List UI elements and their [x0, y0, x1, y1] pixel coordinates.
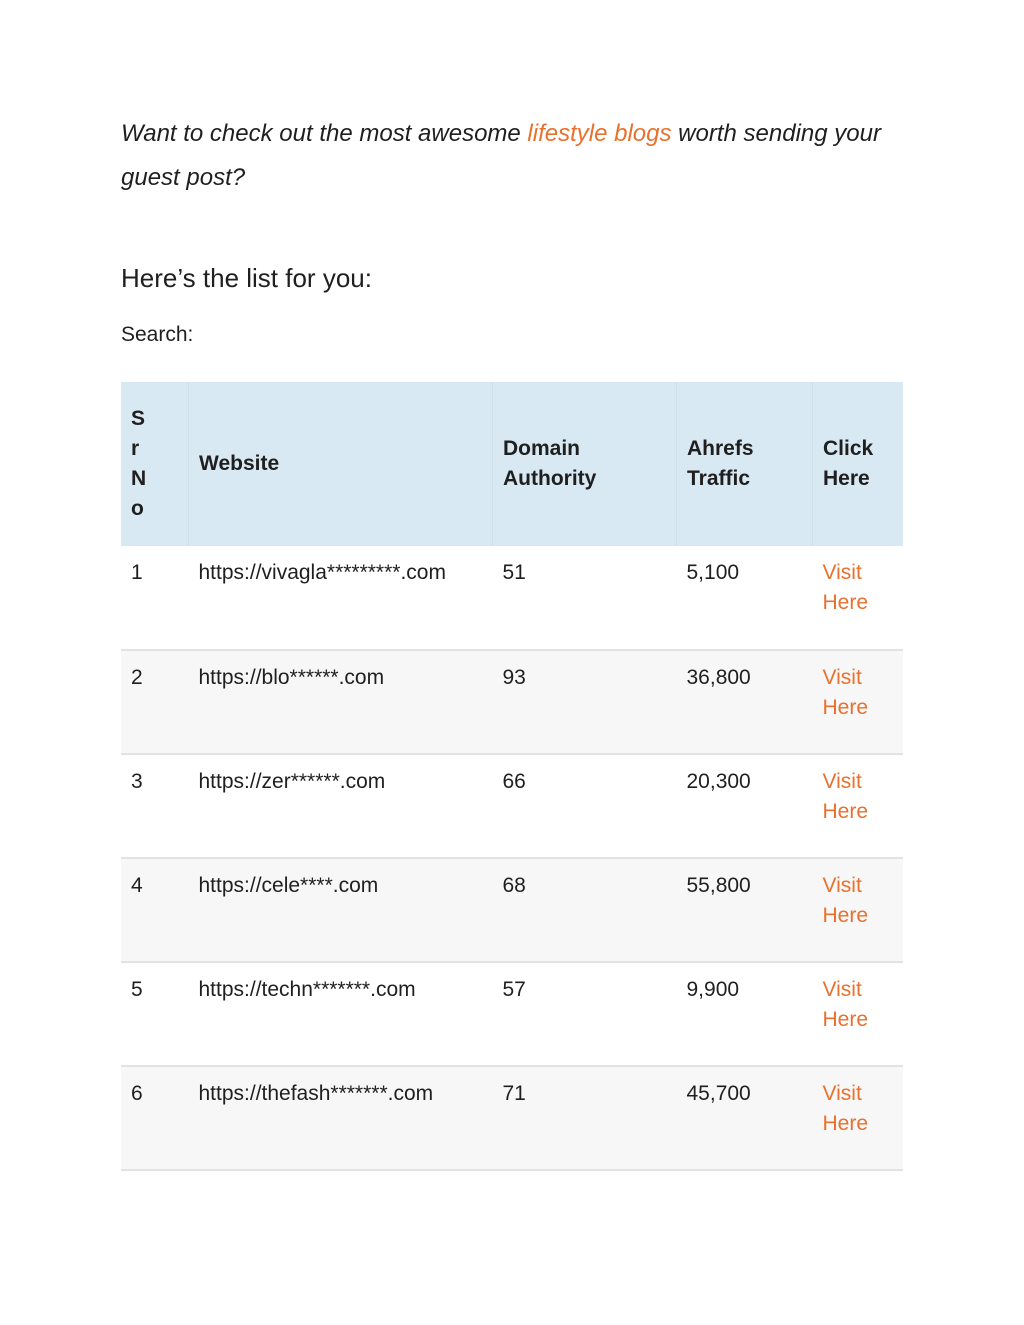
visit-here-label[interactable]: Visit Here — [822, 770, 869, 823]
blog-list-table — [121, 382, 903, 1171]
cell-sr-no: 4 — [131, 874, 143, 897]
cell-website: https://thefash*******.com — [198, 1082, 434, 1105]
visit-here-label[interactable]: Visit Here — [822, 874, 869, 927]
cell-ahrefs-traffic: 36,800 — [686, 666, 751, 689]
visit-here-link[interactable] — [813, 1066, 904, 1170]
table-header-row — [121, 382, 903, 546]
cell-ahrefs-traffic: 9,900 — [686, 978, 740, 1001]
cell-ahrefs-traffic: 20,300 — [686, 770, 751, 793]
cell-domain-authority: 68 — [502, 874, 526, 897]
table-row — [121, 962, 903, 1066]
table-row — [121, 754, 903, 858]
header-click-here[interactable]: Click Here — [823, 437, 874, 490]
cell-sr-no: 6 — [131, 1082, 143, 1105]
cell-ahrefs-traffic: 5,100 — [686, 561, 740, 584]
cell-sr-no: 2 — [131, 666, 143, 689]
cell-website: https://vivagla*********.com — [198, 561, 446, 584]
search-label: Search: — [121, 323, 194, 346]
cell-website: https://blo******.com — [198, 666, 385, 689]
visit-here-link[interactable] — [813, 754, 904, 858]
cell-sr-no: 5 — [131, 978, 143, 1001]
cell-domain-authority: 66 — [502, 770, 526, 793]
cell-sr-no: 1 — [131, 561, 143, 584]
cell-sr-no: 3 — [131, 770, 143, 793]
cell-ahrefs-traffic: 45,700 — [686, 1082, 751, 1105]
visit-here-label[interactable]: Visit Here — [822, 978, 869, 1031]
table-row — [121, 858, 903, 962]
cell-domain-authority: 93 — [502, 666, 526, 689]
visit-here-label[interactable]: Visit Here — [822, 1082, 869, 1135]
intro-text-before: Want to check out the most awesome — [121, 120, 528, 147]
lifestyle-blogs-link[interactable]: lifestyle blogs — [527, 120, 672, 147]
page-heading: Here’s the list for you: — [121, 263, 372, 293]
visit-here-link[interactable] — [813, 962, 904, 1066]
table-row — [121, 546, 903, 650]
cell-domain-authority: 71 — [502, 1082, 526, 1105]
cell-website: https://zer******.com — [198, 770, 386, 793]
intro-text-after: worth sending your guest post? — [121, 120, 881, 191]
cell-domain-authority: 51 — [502, 561, 526, 584]
visit-here-link[interactable] — [813, 546, 904, 650]
table-body — [121, 546, 903, 1170]
cell-website: https://techn*******.com — [198, 978, 416, 1001]
header-sr-no-label: Sr No — [131, 407, 147, 520]
visit-here-label[interactable]: Visit Here — [822, 561, 869, 614]
header-sr-no[interactable] — [121, 382, 189, 546]
table-row — [121, 1066, 903, 1170]
visit-here-link[interactable] — [813, 858, 904, 962]
intro-paragraph — [121, 112, 901, 200]
visit-here-link[interactable] — [813, 650, 904, 754]
header-ahrefs-traffic[interactable]: Ahrefs Traffic — [677, 382, 813, 546]
visit-here-label[interactable]: Visit Here — [822, 666, 869, 719]
header-website[interactable]: Website — [189, 382, 493, 546]
cell-website: https://cele****.com — [198, 874, 379, 897]
cell-ahrefs-traffic: 55,800 — [686, 874, 751, 897]
cell-domain-authority: 57 — [502, 978, 526, 1001]
table-row — [121, 650, 903, 754]
header-domain-authority[interactable]: Domain Authority — [493, 382, 677, 546]
